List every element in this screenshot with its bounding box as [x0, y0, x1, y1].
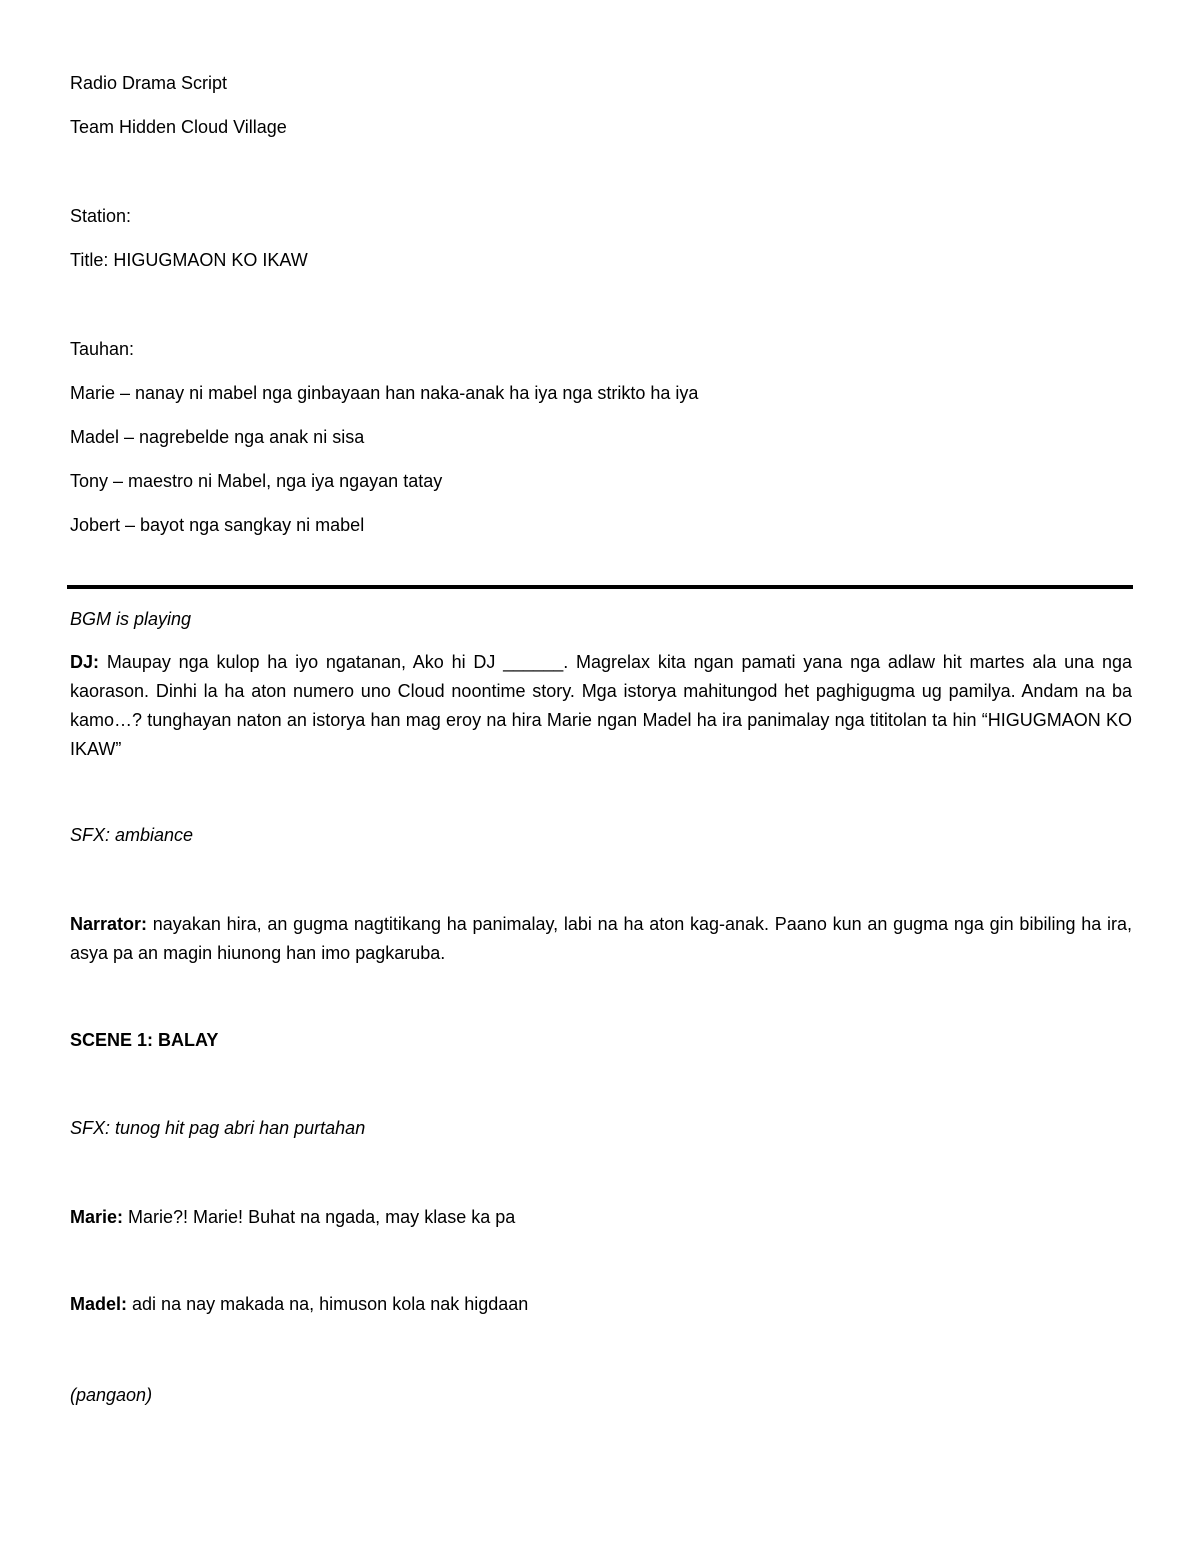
- team-name: Team Hidden Cloud Village: [70, 117, 287, 137]
- section-divider: [67, 585, 1133, 589]
- title-value: HIGUGMAON KO IKAW: [113, 250, 308, 270]
- dj-dialogue: [70, 648, 1132, 764]
- marie-line: Marie?! Marie! Buhat na ngada, may klase ka pa: [128, 1207, 516, 1227]
- narrator-line: nayakan hira, an gugma nagtitikang ha panimalay, labi na ha aton kag-anak. Paano kun an gugma nga gin bibiling ha ira, asya pa an magin hiunong han imo pagkaruba.: [70, 914, 1132, 963]
- narrator-dialogue: [70, 910, 1132, 968]
- marie-speaker: Marie:: [70, 1207, 124, 1227]
- station-label: Station:: [70, 206, 132, 226]
- madel-dialogue: [70, 1290, 528, 1319]
- bgm-cue: BGM is playing: [70, 609, 192, 629]
- madel-line: adi na nay makada na, himuson kola nak higdaan: [132, 1294, 529, 1314]
- marie-dialogue: [70, 1203, 515, 1232]
- cast-member-jobert: Jobert – bayot nga sangkay ni mabel: [70, 515, 365, 535]
- stage-direction: (pangaon): [70, 1385, 153, 1405]
- dj-speaker: DJ:: [70, 652, 100, 672]
- madel-speaker: Madel:: [70, 1294, 128, 1314]
- sfx-ambiance-cue: SFX: ambiance: [70, 825, 194, 845]
- cast-member-madel: Madel – nagrebelde nga anak ni sisa: [70, 427, 365, 447]
- narrator-speaker: Narrator:: [70, 914, 148, 934]
- title-label: Title:: [70, 250, 109, 270]
- cast-heading: Tauhan:: [70, 339, 135, 359]
- cast-member-marie: Marie – nanay ni mabel nga ginbayaan han naka-anak ha iya nga strikto ha iya: [70, 383, 699, 403]
- document-type: Radio Drama Script: [70, 73, 228, 93]
- dj-line: Maupay nga kulop ha iyo ngatanan, Ako hi DJ ______. Magrelax kita ngan pamati yana nga adlaw hit martes ala una nga kaorason. Dinhi la ha aton numero uno Cloud noontime story. Mga istorya mahitungod het paghigugma ug pamilya. Andam na ba kamo…? tunghayan naton an istorya han mag eroy na hira Marie ngan Madel ha ira panimalay nga tititolan ta hin “HIGUGMAON KO IKAW”: [70, 652, 1132, 759]
- title-line: [70, 246, 308, 275]
- sfx-door-cue: SFX: tunog hit pag abri han purtahan: [70, 1118, 366, 1138]
- cast-member-tony: Tony – maestro ni Mabel, nga iya ngayan tatay: [70, 471, 443, 491]
- scene-heading: SCENE 1: BALAY: [70, 1030, 219, 1050]
